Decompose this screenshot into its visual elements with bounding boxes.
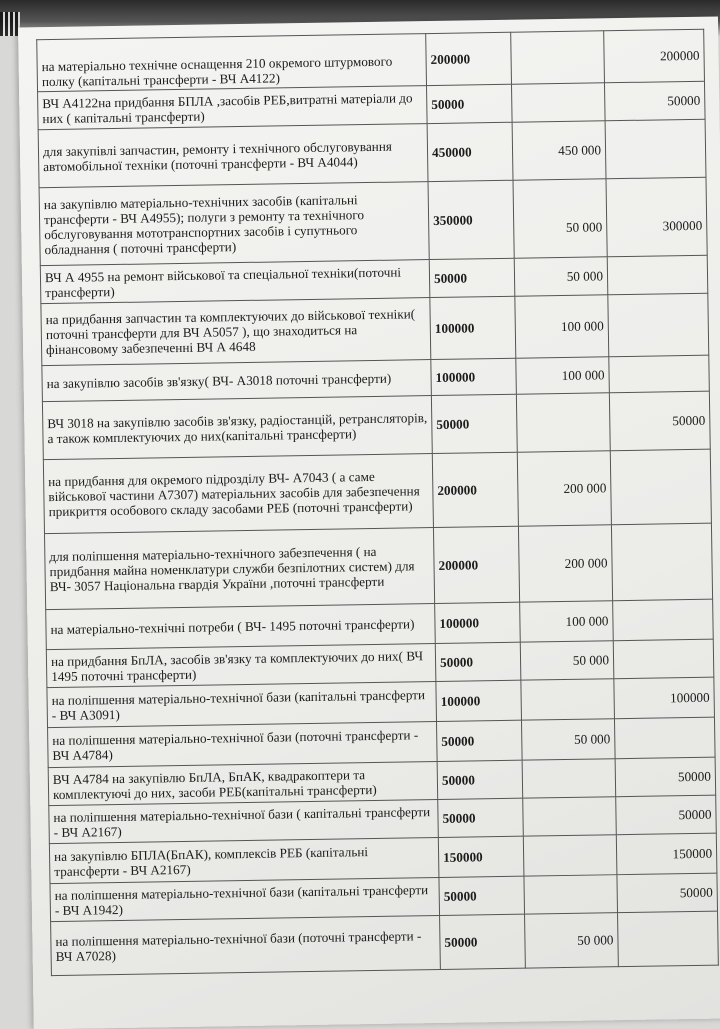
row-description: на закупівлю БПЛА(БпАК), комплексів РЕБ (капітальні трансферти - ВЧ А2167) xyxy=(49,837,439,883)
row-description: ВЧ А4784 на закупівлю БпЛА, БпАК, квадракоптери та комплектуючі до них, засоби РЕБ(капітальні трансферти) xyxy=(48,762,438,806)
row-description: для закупівлі запчастин, ремонту і технічного обслуговування автомобільної техніки (поточні трансферти - ВЧ А4044) xyxy=(38,124,428,188)
row-description: ВЧ А 4955 на ремонт військової та спеціальної техніки(поточні трансферти) xyxy=(40,260,430,304)
row-capital: 50000 xyxy=(617,873,718,913)
row-current: 100 000 xyxy=(515,295,609,358)
row-description: ВЧ А4122на придбання БПЛА ,засобів РЕБ,витратні матеріали до них ( капітальні трансферти) xyxy=(38,86,428,130)
row-total: 100000 xyxy=(435,602,521,643)
row-capital: 100000 xyxy=(614,677,715,719)
row-description: на поліпшення матеріально-технічної бази ( капітальні трансферти - ВЧ А2167) xyxy=(49,800,439,844)
row-total: 100000 xyxy=(431,358,517,395)
row-current: 50 000 xyxy=(525,913,619,968)
row-description: на поліпшення матеріально-технічної бази (капітальні трансферти - ВЧ А1942) xyxy=(50,877,440,921)
row-current xyxy=(511,83,605,122)
row-capital xyxy=(607,255,708,295)
row-total: 50000 xyxy=(440,914,526,969)
row-current xyxy=(523,835,617,876)
row-capital xyxy=(614,717,715,759)
row-capital: 300000 xyxy=(606,177,707,257)
row-total: 200000 xyxy=(433,526,519,603)
row-current xyxy=(516,393,610,452)
row-total: 150000 xyxy=(438,836,524,877)
row-current xyxy=(522,759,616,798)
document-sheet xyxy=(18,17,720,1029)
qr-code-fragment xyxy=(0,12,20,36)
row-description: на поліпшення матеріально-технічної бази (поточні трансферти - ВЧ А4784) xyxy=(48,722,438,768)
row-current: 50 000 xyxy=(521,719,615,760)
row-capital xyxy=(610,449,711,525)
row-capital xyxy=(613,639,714,679)
row-total: 50000 xyxy=(439,876,525,915)
row-total: 50000 xyxy=(437,760,523,799)
row-description: ВЧ 3018 на закупівлю засобів зв'язку, радіостанцій, ретрансляторів, а також комплектуючих до них(капітальні трансферти) xyxy=(42,396,432,460)
row-current xyxy=(523,797,617,836)
row-description: на придбання запчастин та комплектуючих до військової техніки( поточні трансферти для ВЧ А5057 ), що знаходиться на фінансовому забезпеченні ВЧ А 4648 xyxy=(41,298,431,366)
row-capital xyxy=(611,523,712,601)
row-total: 200000 xyxy=(432,452,518,527)
table-row xyxy=(38,119,706,187)
row-total: 50000 xyxy=(436,720,522,761)
budget-table xyxy=(36,29,719,976)
row-description: на поліпшення матеріально-технічної бази (капітальні трансферти - ВЧ А3091) xyxy=(47,682,437,728)
row-total: 50000 xyxy=(429,258,515,297)
row-total: 450000 xyxy=(427,122,513,181)
row-total: 350000 xyxy=(428,180,514,259)
row-capital: 150000 xyxy=(616,833,717,875)
row-description: на закупівлю засобів зв'язку( ВЧ- А3018 поточні трансферти) xyxy=(42,360,432,402)
row-capital: 50000 xyxy=(615,757,716,797)
row-description: для поліпшення матеріально-технічного забезпечення ( на придбання майна номенклатури служби безпілотних систем) для ВЧ- 3057 Національна гвардія України ,поточні трансферти xyxy=(44,528,434,610)
row-capital xyxy=(605,119,706,179)
row-capital xyxy=(613,599,714,641)
row-capital xyxy=(618,911,719,967)
row-current xyxy=(511,31,605,84)
row-total: 50000 xyxy=(431,394,517,453)
row-total: 50000 xyxy=(427,84,513,123)
row-current: 50 000 xyxy=(514,257,608,296)
row-current: 50 000 xyxy=(513,179,607,258)
row-current: 100 000 xyxy=(520,601,614,642)
row-description: на придбання для окремого підрозділу ВЧ- А7043 ( а саме військової частини А7307) матеріальних засобів для забезпечення прикриття особового складу засобами РЕБ (поточні трансферти) xyxy=(43,454,433,534)
row-total: 200000 xyxy=(426,32,512,85)
table-row xyxy=(43,449,711,533)
row-capital: 200000 xyxy=(604,29,705,83)
budget-table-body xyxy=(37,29,719,975)
row-current: 100 000 xyxy=(516,357,610,394)
row-current: 200 000 xyxy=(518,525,612,602)
row-total: 100000 xyxy=(436,680,522,721)
row-total: 100000 xyxy=(430,296,516,359)
row-capital xyxy=(609,355,710,393)
row-description: на матеріально технічне оснащення 210 окремого штурмового полку (капітальні трансферти - ВЧ А4122) xyxy=(37,34,427,92)
row-current: 450 000 xyxy=(512,121,606,180)
row-current: 50 000 xyxy=(520,641,614,680)
table-row xyxy=(42,391,710,459)
row-current: 200 000 xyxy=(517,451,611,526)
row-total: 50000 xyxy=(438,798,524,837)
row-current xyxy=(524,875,618,914)
table-row xyxy=(41,293,709,365)
table-row xyxy=(51,911,719,975)
table-row xyxy=(44,523,712,609)
row-description: на закупівлю матеріально-технічних засобів (капітальні трансферти - ВЧ А4955); полуги з ремонту та технічного обслуговування мототранспортних засобів і супутнього обладнання ( поточні трансферти) xyxy=(39,182,429,266)
row-description: на матеріально-технічні потреби ( ВЧ- 1495 поточні трансферти) xyxy=(46,604,436,650)
row-capital: 50000 xyxy=(616,795,717,835)
table-row xyxy=(39,177,707,265)
row-description: на придбання БпЛА, засобів зв'язку та комплектуючих до них( ВЧ 1495 поточні трансферти) xyxy=(46,644,436,688)
row-current xyxy=(521,679,615,720)
row-capital: 50000 xyxy=(604,81,705,121)
row-total: 50000 xyxy=(435,642,521,681)
row-capital xyxy=(608,293,709,357)
row-description: на поліпшення матеріально-технічної бази (поточні трансферти - ВЧ А7028) xyxy=(51,915,441,975)
row-capital: 50000 xyxy=(609,391,710,451)
